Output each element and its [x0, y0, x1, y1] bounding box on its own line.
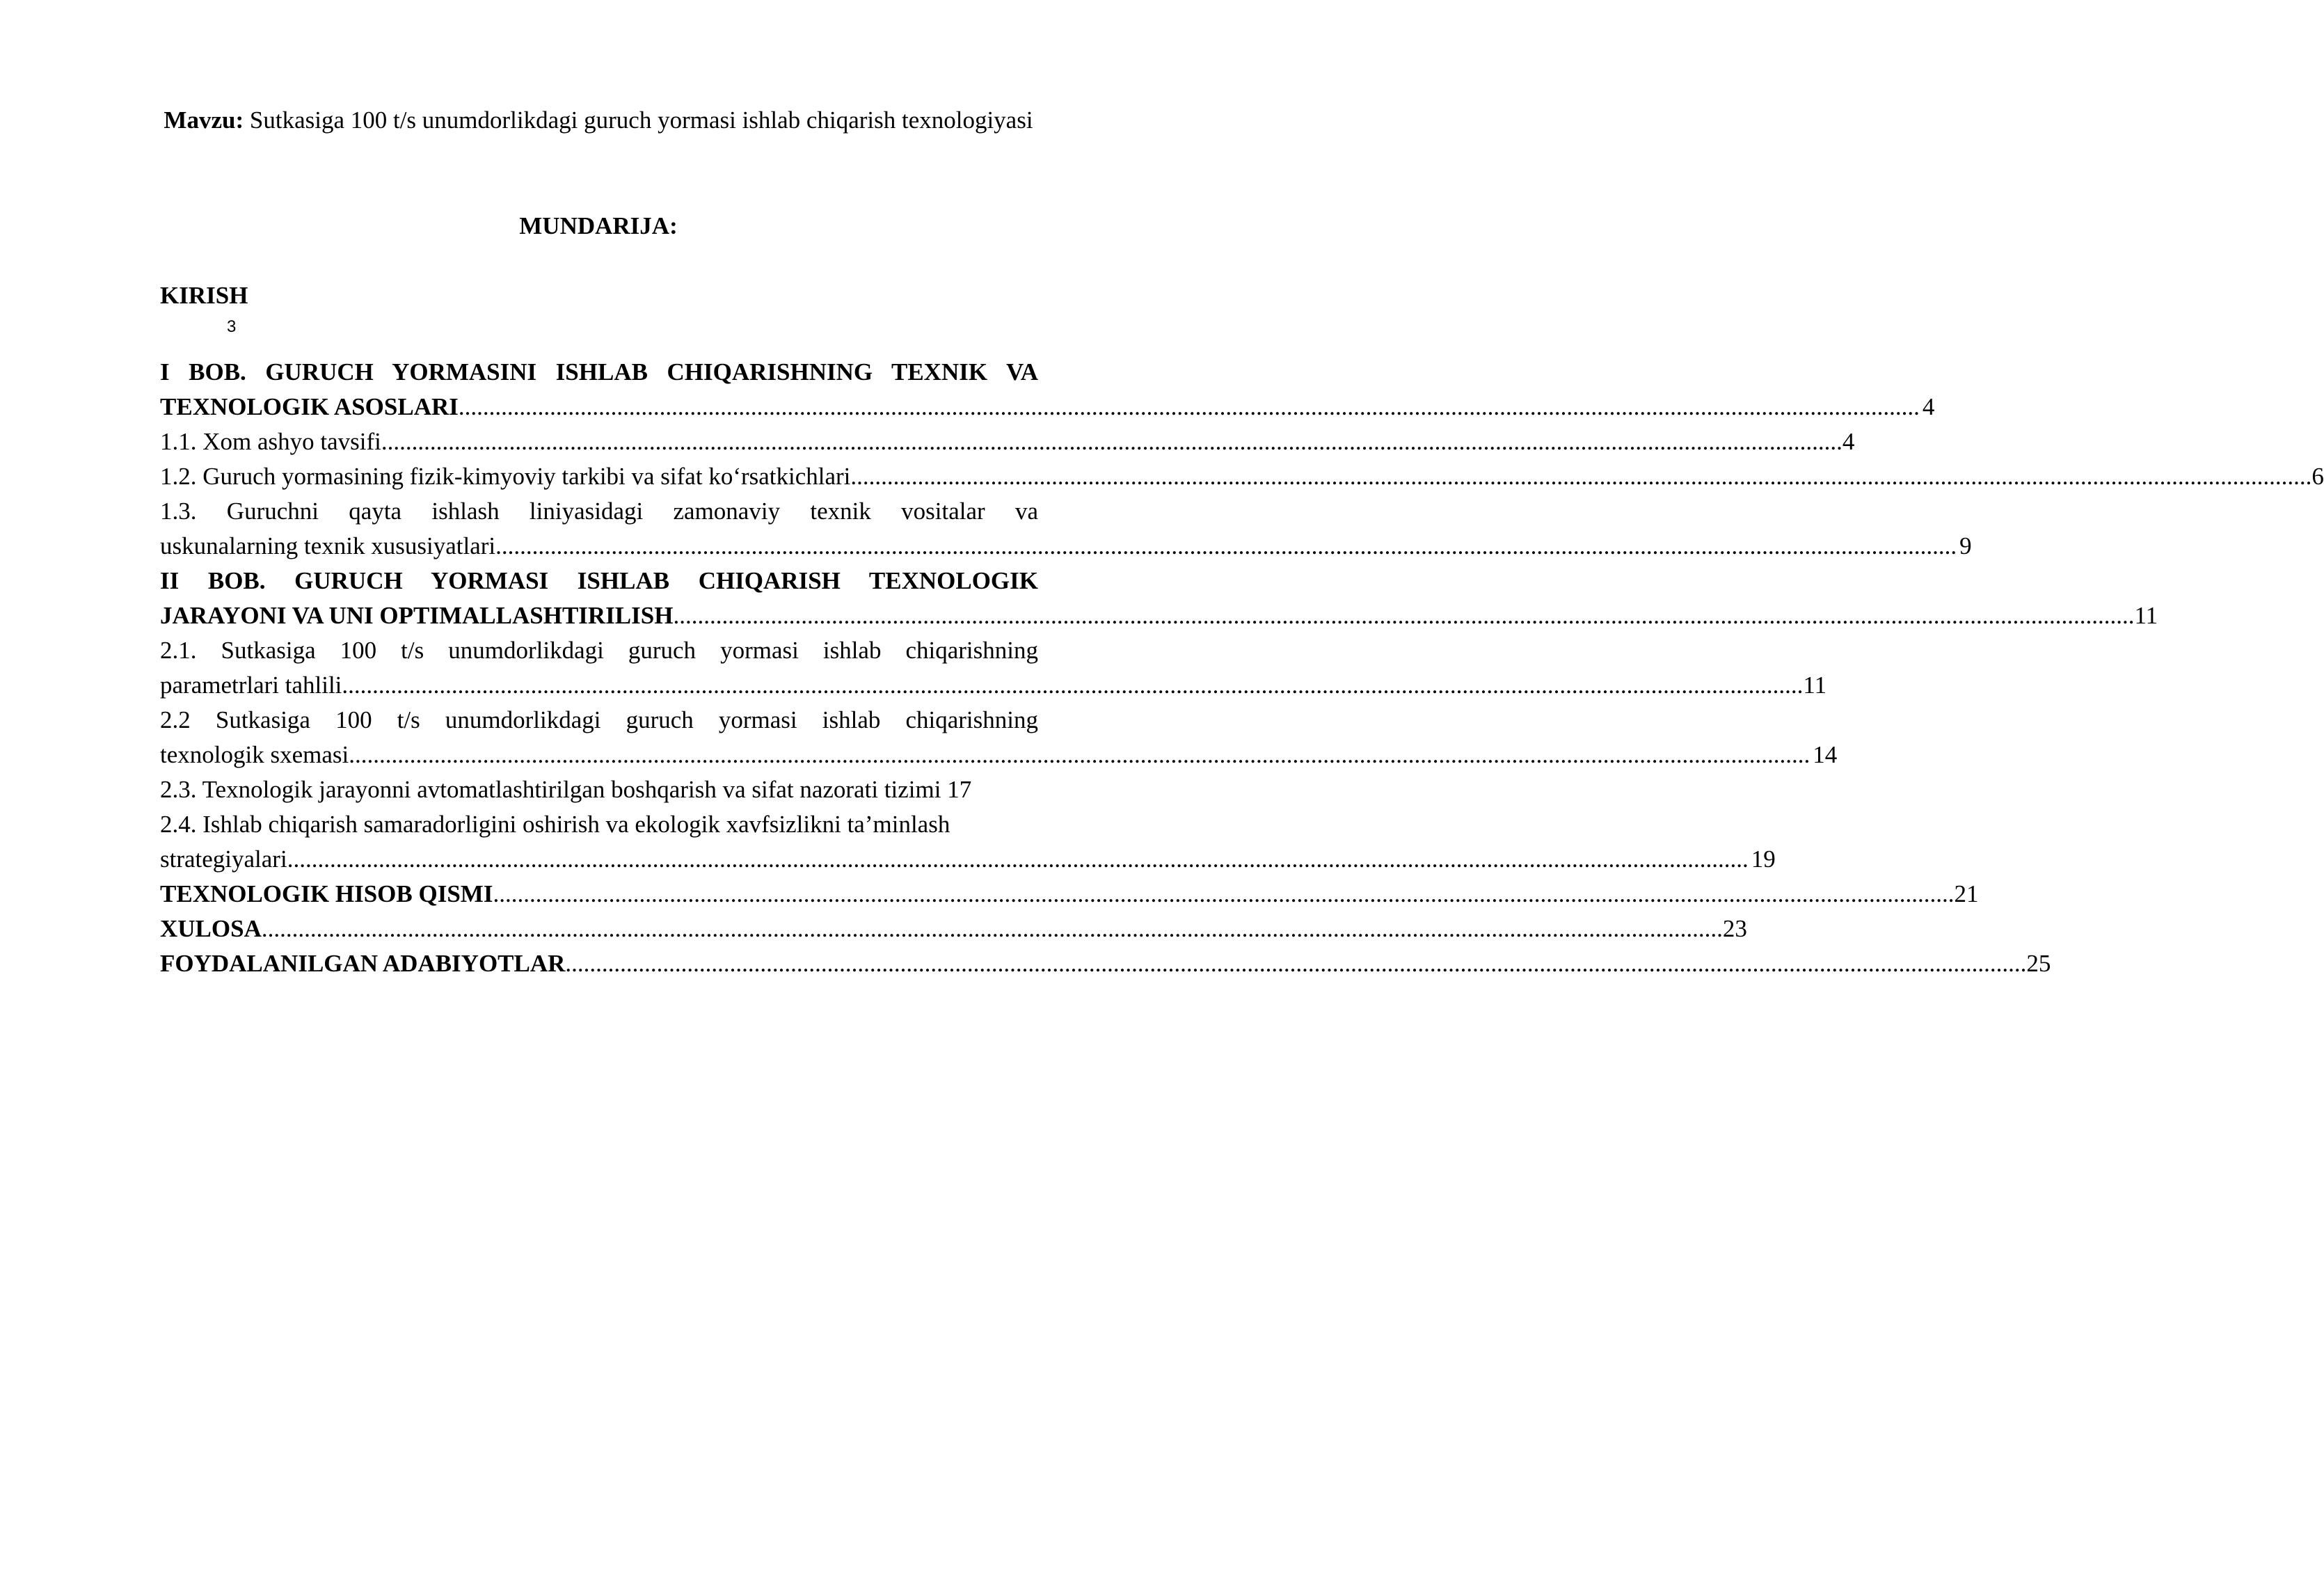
leader-dots — [565, 946, 2026, 981]
toc-entry-chapter-1 — [160, 355, 1935, 424]
leader-dots — [459, 390, 1920, 424]
toc-entry-text: I BOB. GURUCH YORMASINI ISHLAB CHIQARISHNING TEXNIK VA — [160, 358, 1038, 385]
toc-entry-label: 1.2. Guruch yormasining fizik-kimyoviy tarkibi va sifat ko‘rsatkichlari — [160, 463, 851, 490]
topic-text: Sutkasiga 100 t/s unumdorlikdagi guruch yormasi ishlab chiqarish texnologiyasi — [244, 106, 1033, 134]
leader-dots — [850, 459, 2311, 494]
toc-entry-label: strategiyalari — [160, 845, 287, 873]
topic-label: Mavzu: — [164, 106, 244, 134]
toc-entry-text: 2.2 Sutkasiga 100 t/s unumdorlikdagi guruch yormasi ishlab chiqarishning — [160, 706, 1038, 733]
toc-entry-label: FOYDALANILGAN ADABIYOTLAR — [160, 950, 566, 977]
toc-entry-label: parametrlari tahlili — [160, 671, 342, 699]
leader-dots — [262, 912, 1723, 946]
table-of-contents — [160, 278, 2324, 977]
toc-entry-label: XULOSA — [160, 915, 262, 942]
document-topic — [160, 103, 1037, 138]
leader-dots — [673, 598, 2134, 633]
toc-entry-label: 1.1. Xom ashyo tavsifi — [160, 428, 381, 455]
toc-entry-label: uskunalarning texnik xususiyatlari — [160, 532, 496, 559]
toc-entries — [160, 355, 2324, 981]
toc-entry-page: 21 — [1954, 880, 1979, 907]
toc-entry-text: II BOB. GURUCH YORMASI ISHLAB CHIQARISH TEXNOLOGIK — [160, 567, 1038, 594]
toc-entry-1-2 — [160, 459, 2324, 494]
toc-entry-page: 4 — [1842, 428, 1855, 455]
toc-entry-label: TEXNOLOGIK HISOB QISMI — [160, 880, 493, 907]
contents-heading: MUNDARIJA: — [519, 212, 678, 239]
toc-entry-chapter-2 — [160, 564, 2158, 633]
toc-entry-calculation — [160, 877, 1979, 912]
toc-entry-2-3 — [160, 772, 1038, 807]
toc-entry-page: 9 — [1959, 532, 1972, 559]
toc-entry-references — [160, 946, 2051, 981]
toc-entry-page: 19 — [1751, 845, 1776, 873]
toc-entry-text: 1.3. Guruchni qayta ishlash liniyasidagi zamonaviy texnik vositalar va — [160, 498, 1038, 525]
toc-entry-1-1 — [160, 424, 1855, 459]
leader-dots — [381, 424, 1843, 459]
toc-entry-2-2 — [160, 703, 1838, 772]
toc-entry-text: 2.3. Texnologik jarayonni avtomatlashtirilgan boshqarish va sifat nazorati tizimi 17 — [160, 776, 972, 803]
toc-entry-1-3 — [160, 494, 1972, 564]
toc-entry-label: texnologik sxemasi — [160, 741, 349, 768]
toc-entry-2-4 — [160, 807, 1776, 877]
toc-entry-page: 23 — [1722, 915, 1747, 942]
toc-intro-page: 3 — [227, 317, 237, 336]
toc-entry-text: 2.1. Sutkasiga 100 t/s unumdorlikdagi guruch yormasi ishlab chiqarishning — [160, 637, 1038, 664]
toc-entry-2-1 — [160, 633, 1827, 703]
toc-entry-page: 6 — [2311, 463, 2324, 490]
leader-dots — [349, 738, 1810, 772]
leader-dots — [342, 668, 1803, 703]
leader-dots — [495, 529, 1957, 564]
toc-entry-page: 14 — [1813, 741, 1838, 768]
leader-dots — [493, 877, 1954, 912]
toc-entry-label: TEXNOLOGIK ASOSLARI — [160, 393, 459, 420]
leader-dots — [287, 842, 1749, 877]
toc-entry-text: 2.4. Ishlab chiqarish samaradorligini oshirish va ekologik xavfsizlikni ta’minlash — [160, 811, 950, 838]
toc-entry-page: 25 — [2026, 950, 2051, 977]
toc-entry-page: 11 — [2134, 602, 2158, 629]
toc-entry-page: 4 — [1922, 393, 1935, 420]
toc-entry-page: 11 — [1803, 671, 1827, 699]
toc-entry-conclusion — [160, 912, 1747, 946]
toc-entry-label: JARAYONI VA UNI OPTIMALLASHTIRILISH — [160, 602, 674, 629]
toc-intro-title: KIRISH — [160, 282, 248, 309]
